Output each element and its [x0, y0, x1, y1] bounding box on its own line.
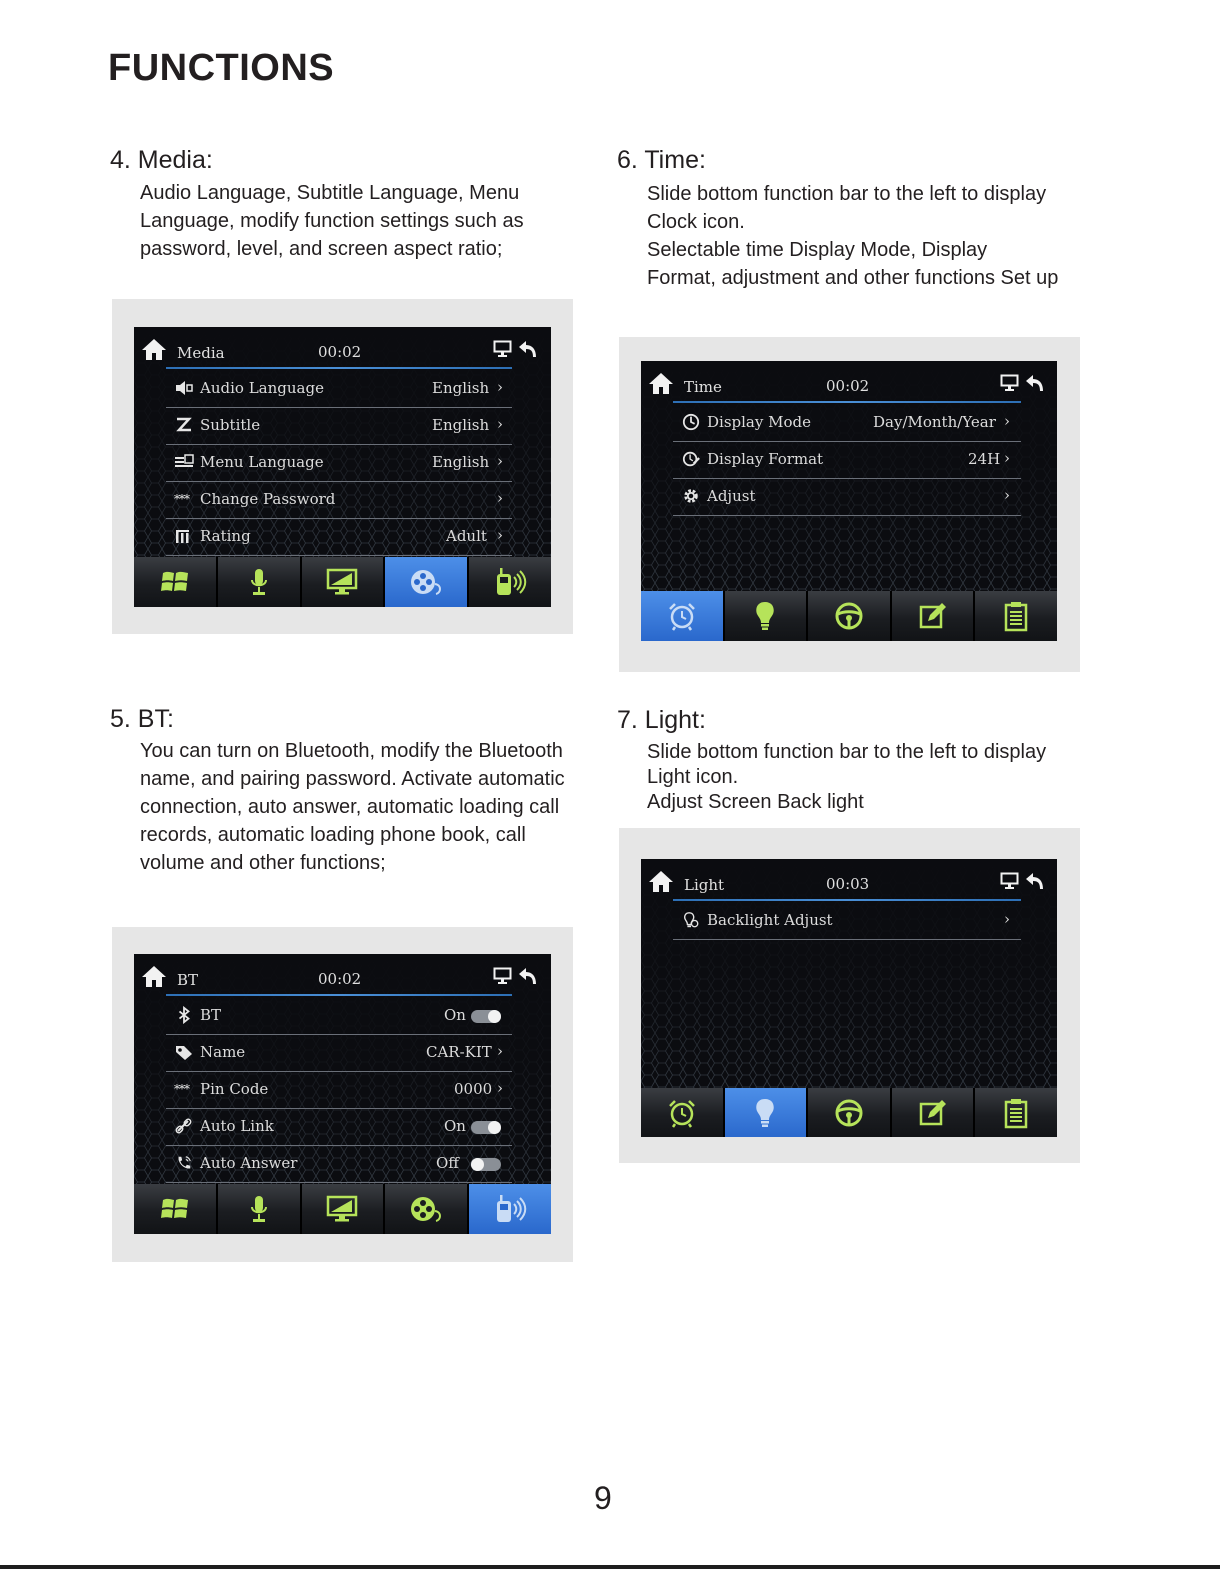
light-description	[647, 740, 1046, 815]
time-description-line: Format, adjustment and other functions Set up	[647, 267, 1059, 289]
chevron-right-icon: ›	[497, 489, 503, 507]
screen-clock: 00:02	[826, 377, 870, 395]
settings-row-bt[interactable]	[166, 997, 512, 1035]
time-screen	[641, 361, 1057, 641]
screen-title: BT	[177, 971, 199, 989]
tab-light[interactable]	[725, 1088, 809, 1137]
function-bar	[641, 1088, 1057, 1137]
clock-icon	[681, 413, 701, 431]
bt-description-line: records, automatic loading phone book, call	[140, 824, 526, 846]
bt-screen	[134, 954, 551, 1234]
row-value: 0000	[454, 1080, 493, 1098]
light-screenshot-frame	[619, 828, 1080, 1163]
screen-clock: 00:02	[318, 343, 362, 361]
chevron-right-icon: ›	[497, 452, 503, 470]
tab-edit[interactable]	[892, 591, 976, 641]
settings-row-display-mode[interactable]	[673, 404, 1021, 442]
chevron-right-icon: ›	[497, 526, 503, 544]
tab-windows[interactable]	[134, 1184, 218, 1234]
media-screenshot-frame	[112, 299, 573, 634]
auto-link-toggle[interactable]	[471, 1121, 501, 1134]
chevron-right-icon: ›	[1004, 486, 1010, 504]
monitor-icon[interactable]	[1000, 872, 1019, 890]
screen-title: Light	[684, 876, 725, 894]
bt-description-line: name, and pairing password. Activate automatic	[140, 768, 565, 790]
screen-title: Time	[684, 378, 722, 396]
row-label: Rating	[200, 527, 251, 545]
toggle-knob	[488, 1121, 501, 1134]
bluetooth-phone-icon	[493, 566, 527, 598]
film-reel-icon	[408, 567, 444, 597]
tab-display[interactable]	[302, 557, 386, 607]
chevron-right-icon: ›	[497, 378, 503, 396]
back-icon[interactable]	[1025, 373, 1045, 393]
tab-microphone[interactable]	[218, 1184, 302, 1234]
chevron-right-icon: ›	[497, 1042, 503, 1060]
bt-toggle[interactable]	[471, 1010, 501, 1023]
monitor-icon[interactable]	[493, 967, 512, 985]
footer-rule	[0, 1565, 1220, 1569]
row-value: Adult	[446, 527, 487, 545]
tab-bluetooth[interactable]	[469, 1184, 551, 1234]
row-label: Adjust	[707, 487, 756, 505]
function-bar	[641, 591, 1057, 641]
tab-steering[interactable]	[808, 1088, 892, 1137]
settings-row-name[interactable]	[166, 1034, 512, 1072]
row-value: On	[444, 1117, 466, 1135]
alarm-clock-icon	[667, 1098, 697, 1128]
monitor-icon[interactable]	[1000, 374, 1019, 392]
lightbulb-icon	[752, 1097, 778, 1129]
home-icon[interactable]	[648, 869, 674, 893]
monitor-icon[interactable]	[493, 340, 512, 358]
auto-answer-toggle[interactable]	[471, 1158, 501, 1171]
tab-media[interactable]	[385, 1184, 469, 1234]
media-description-line: Audio Language, Subtitle Language, Menu	[140, 182, 520, 204]
tab-light[interactable]	[725, 591, 809, 641]
lightbulb-icon	[752, 600, 778, 632]
function-bar	[134, 1184, 551, 1234]
row-label: Audio Language	[200, 379, 324, 397]
row-value: English	[432, 453, 490, 471]
asterisks-icon: ***	[174, 1082, 189, 1096]
settings-row-auto-answer[interactable]	[166, 1145, 512, 1183]
bluetooth-icon	[174, 1006, 194, 1024]
clipboard-icon	[1003, 600, 1029, 632]
settings-row-auto-link[interactable]	[166, 1108, 512, 1146]
tab-steering[interactable]	[808, 591, 892, 641]
bt-description-line: connection, auto answer, automatic loading call	[140, 796, 560, 818]
settings-row-adjust[interactable]	[673, 478, 1021, 516]
row-label: Backlight Adjust	[707, 911, 833, 929]
row-value: 24H	[968, 450, 1001, 468]
back-icon[interactable]	[518, 966, 538, 986]
speaker-icon	[174, 379, 194, 397]
media-description	[140, 179, 524, 263]
bt-description-line: volume and other functions;	[140, 852, 386, 874]
page-number: 9	[594, 1480, 612, 1516]
chevron-right-icon: ›	[1004, 449, 1010, 467]
row-label: BT	[200, 1006, 222, 1024]
chevron-right-icon: ›	[497, 415, 503, 433]
windows-icon	[160, 568, 190, 596]
tab-clock[interactable]	[641, 1088, 725, 1137]
tag-icon	[174, 1043, 194, 1061]
media-heading: 4. Media:	[110, 146, 213, 174]
home-icon[interactable]	[648, 371, 674, 395]
gear-icon	[681, 487, 701, 505]
tab-clipboard[interactable]	[975, 1088, 1057, 1137]
row-label: Subtitle	[200, 416, 261, 434]
row-value: English	[432, 416, 490, 434]
title-divider	[166, 994, 512, 996]
clock-format-icon	[681, 450, 701, 468]
edit-icon	[918, 601, 948, 631]
alarm-clock-icon	[667, 601, 697, 631]
settings-row-subtitle[interactable]	[166, 407, 512, 445]
chevron-right-icon: ›	[1004, 412, 1010, 430]
screen-title: Media	[177, 344, 225, 362]
row-label: Auto Answer	[200, 1154, 298, 1172]
display-icon	[326, 1195, 358, 1223]
title-divider	[673, 401, 1021, 403]
time-screenshot-frame	[619, 337, 1080, 672]
settings-row-pin-code[interactable]	[166, 1071, 512, 1109]
phone-icon	[174, 1154, 194, 1172]
light-description-line: Slide bottom function bar to the left to display	[647, 741, 1047, 763]
media-description-line: password, level, and screen aspect ratio;	[140, 238, 503, 260]
film-reel-icon	[408, 1194, 444, 1224]
light-heading: 7. Light:	[617, 706, 706, 734]
light-description-line: Light icon.	[647, 766, 739, 788]
home-icon[interactable]	[141, 964, 167, 988]
back-icon[interactable]	[1025, 871, 1045, 891]
row-label: Menu Language	[200, 453, 324, 471]
time-description-line: Selectable time Display Mode, Display	[647, 239, 988, 261]
steering-wheel-icon	[834, 601, 864, 631]
bt-description-line: You can turn on Bluetooth, modify the Bluetooth	[140, 740, 563, 762]
tab-clock[interactable]	[641, 591, 725, 641]
windows-icon	[160, 1195, 190, 1223]
time-description-line: Slide bottom function bar to the left to display	[647, 183, 1047, 205]
back-icon[interactable]	[518, 339, 538, 359]
row-label: Name	[200, 1043, 246, 1061]
toggle-knob	[471, 1158, 484, 1171]
rating-icon	[174, 527, 194, 545]
chevron-right-icon: ›	[497, 1079, 503, 1097]
row-label: Display Format	[707, 450, 824, 468]
edit-icon	[918, 1098, 948, 1128]
page-title: FUNCTIONS	[108, 47, 335, 89]
microphone-icon	[244, 1194, 274, 1224]
display-icon	[326, 568, 358, 596]
clipboard-icon	[1003, 1097, 1029, 1129]
steering-wheel-icon	[834, 1098, 864, 1128]
row-label: Auto Link	[200, 1117, 274, 1135]
settings-row-rating[interactable]	[166, 518, 512, 556]
tab-windows[interactable]	[134, 557, 218, 607]
row-value: English	[432, 379, 490, 397]
settings-row-change-password[interactable]	[166, 481, 512, 519]
row-label: Pin Code	[200, 1080, 269, 1098]
time-heading: 6. Time:	[617, 146, 706, 174]
bluetooth-phone-icon	[493, 1193, 527, 1225]
tab-clipboard[interactable]	[975, 591, 1057, 641]
row-value: On	[444, 1006, 466, 1024]
media-description-line: Language, modify function settings such as	[140, 210, 524, 232]
bt-heading: 5. BT:	[110, 705, 174, 733]
row-label: Display Mode	[707, 413, 811, 431]
screen-clock: 00:02	[318, 970, 362, 988]
media-screen	[134, 327, 551, 607]
settings-row-backlight-adjust[interactable]	[673, 902, 1021, 940]
time-description	[647, 180, 1058, 292]
row-label: Change Password	[200, 490, 336, 508]
asterisks-icon: ***	[174, 492, 189, 506]
function-bar	[134, 557, 551, 607]
bt-screenshot-frame	[112, 927, 573, 1262]
tab-media[interactable]	[385, 557, 469, 607]
row-value: Day/Month/Year	[873, 413, 996, 431]
row-value: Off	[436, 1154, 459, 1172]
settings-row-menu-language[interactable]	[166, 444, 512, 482]
tab-display[interactable]	[302, 1184, 386, 1234]
settings-row-audio-language[interactable]	[166, 370, 512, 408]
link-icon	[174, 1117, 194, 1135]
title-divider	[673, 899, 1021, 901]
menu-icon	[174, 453, 194, 471]
microphone-icon	[244, 567, 274, 597]
tab-microphone[interactable]	[218, 557, 302, 607]
backlight-icon	[681, 911, 701, 929]
light-description-line: Adjust Screen Back light	[647, 791, 864, 813]
bt-description	[140, 737, 565, 877]
title-divider	[166, 367, 512, 369]
screen-clock: 00:03	[826, 875, 870, 893]
tab-edit[interactable]	[892, 1088, 976, 1137]
row-value: CAR-KIT	[426, 1043, 492, 1061]
settings-row-display-format[interactable]	[673, 441, 1021, 479]
chevron-right-icon: ›	[1004, 910, 1010, 928]
toggle-knob	[488, 1010, 501, 1023]
time-description-line: Clock icon.	[647, 211, 745, 233]
subtitle-icon	[174, 416, 194, 434]
home-icon[interactable]	[141, 337, 167, 361]
light-screen	[641, 859, 1057, 1137]
tab-bluetooth[interactable]	[469, 557, 551, 607]
